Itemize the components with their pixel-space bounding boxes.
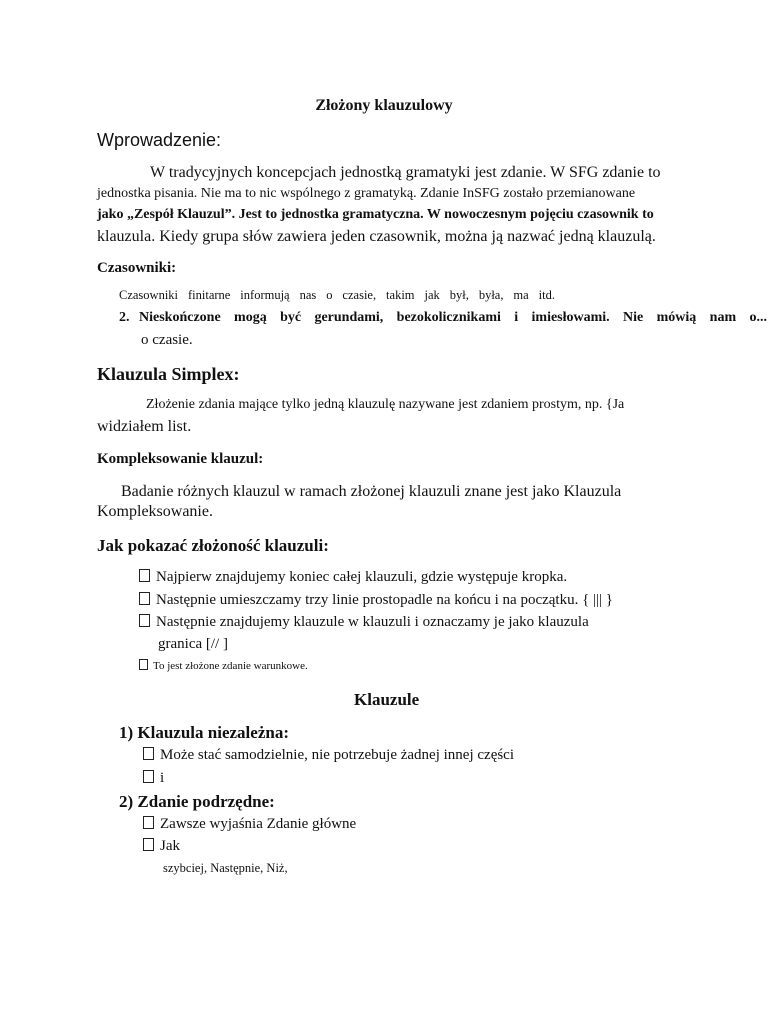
complex-line-2: Kompleksowanie. <box>97 503 213 520</box>
clauses-heading: Klauzule <box>354 690 420 709</box>
verbs-line-2: Nieskończone mogą być gerundami, bezokolicznikami i imiesłowami. Nie mówią nam o... <box>139 310 767 325</box>
subordinate-heading: 2) Zdanie podrzędne: <box>119 792 275 811</box>
bullet-box-icon <box>143 747 154 760</box>
subordinate-continued: szybciej, Następnie, Niż, <box>163 861 288 875</box>
verbs-line-1: Czasowniki finitarne informują nas o czasie, takim jak był, była, ma itd. <box>119 288 555 302</box>
show-item-3: Następnie znajdujemy klauzule w klauzuli i oznaczamy je jako klauzula <box>139 614 589 631</box>
bullet-box-icon <box>139 569 150 582</box>
simplex-heading: Klauzula Simplex: <box>97 364 240 384</box>
show-item-2: Następnie umieszczamy trzy linie prostopadle na końcu i na początku. { ||| } <box>139 592 613 609</box>
bullet-box-icon <box>139 592 150 605</box>
bullet-box-icon <box>139 659 148 670</box>
complex-line-1: Badanie różnych klauzul w ramach złożonej klauzuli znane jest jako Klauzula <box>121 483 622 500</box>
independent-heading: 1) Klauzula niezależna: <box>119 723 289 742</box>
verbs-line-2-number: 2. <box>119 310 130 325</box>
verbs-line-3: o czasie. <box>141 332 193 348</box>
complex-heading: Kompleksowanie klauzul: <box>97 451 264 467</box>
subordinate-item-1: Zawsze wyjaśnia Zdanie główne <box>143 816 356 833</box>
intro-line-4: klauzula. Kiedy grupa słów zawiera jeden czasownik, można ją nazwać jedną klauzulą. <box>97 228 656 245</box>
intro-line-3: jako „Zespół Klauzul”. Jest to jednostka gramatyczna. W nowoczesnym pojęciu czasownik to <box>97 207 654 222</box>
show-heading: Jak pokazać złożoność klauzuli: <box>97 536 329 555</box>
simplex-line-2: widziałem list. <box>97 418 192 435</box>
independent-item-2: i <box>143 770 164 787</box>
document-title: Złożony klauzulowy <box>315 97 453 114</box>
bullet-box-icon <box>143 816 154 829</box>
intro-heading: Wprowadzenie: <box>97 130 222 150</box>
show-item-4: To jest złożone zdanie warunkowe. <box>139 659 308 672</box>
simplex-line-1: Złożenie zdania mające tylko jedną klauzulę nazywane jest zdaniem prostym, np. {Ja <box>146 397 625 412</box>
show-item-3-continued: granica [// ] <box>158 636 228 652</box>
intro-line-2: jednostka pisania. Nie ma to nic wspólnego z gramatyką. Zdanie InSFG zostało przemianowane <box>97 186 636 201</box>
bullet-box-icon <box>143 838 154 851</box>
verbs-heading: Czasowniki: <box>97 260 177 276</box>
independent-item-1: Może stać samodzielnie, nie potrzebuje żadnej innej części <box>143 747 514 764</box>
intro-line-1: W tradycyjnych koncepcjach jednostką gramatyki jest zdanie. W SFG zdanie to <box>150 164 661 181</box>
bullet-box-icon <box>139 614 150 627</box>
bullet-box-icon <box>143 770 154 783</box>
subordinate-item-2: Jak <box>143 838 180 855</box>
show-item-1: Najpierw znajdujemy koniec całej klauzuli, gdzie występuje kropka. <box>139 569 567 586</box>
